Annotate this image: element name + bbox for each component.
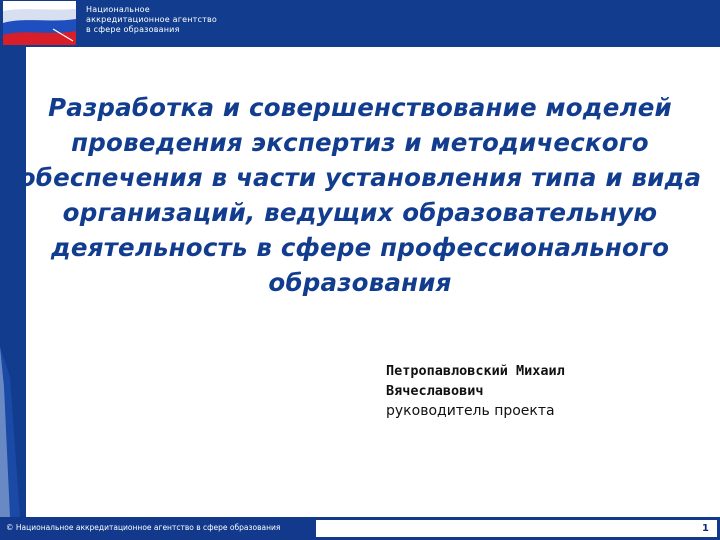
slide-header: [0, 0, 720, 47]
page-number: 1: [702, 523, 709, 534]
author-role: руководитель проекта: [386, 403, 555, 419]
agency-logo: [3, 1, 76, 45]
slide-footer: [0, 517, 720, 540]
author-block: [386, 361, 706, 421]
agency-name-line-1: Национальное: [86, 5, 150, 14]
author-name-line-2: Вячеславович: [386, 383, 484, 399]
author-name: [386, 361, 706, 401]
agency-name-line-2: аккредитационное агентство: [86, 15, 218, 24]
slide-title: Разработка и совершенствование моделей проведения экспертиз и методического обеспечения в части установления типа и вида организаций, ведущих образовательную деятельность в сфере профессионального образования: [18, 93, 702, 297]
footer-copyright: © Национальное аккредитационное агентство в сфере образования: [6, 523, 281, 532]
footer-page-box: [316, 520, 717, 537]
agency-name: [86, 5, 217, 35]
flag-logo-icon: [3, 1, 76, 45]
author-name-line-1: Петропавловский Михаил: [386, 363, 565, 379]
agency-name-line-3: в сфере образования: [86, 25, 180, 34]
